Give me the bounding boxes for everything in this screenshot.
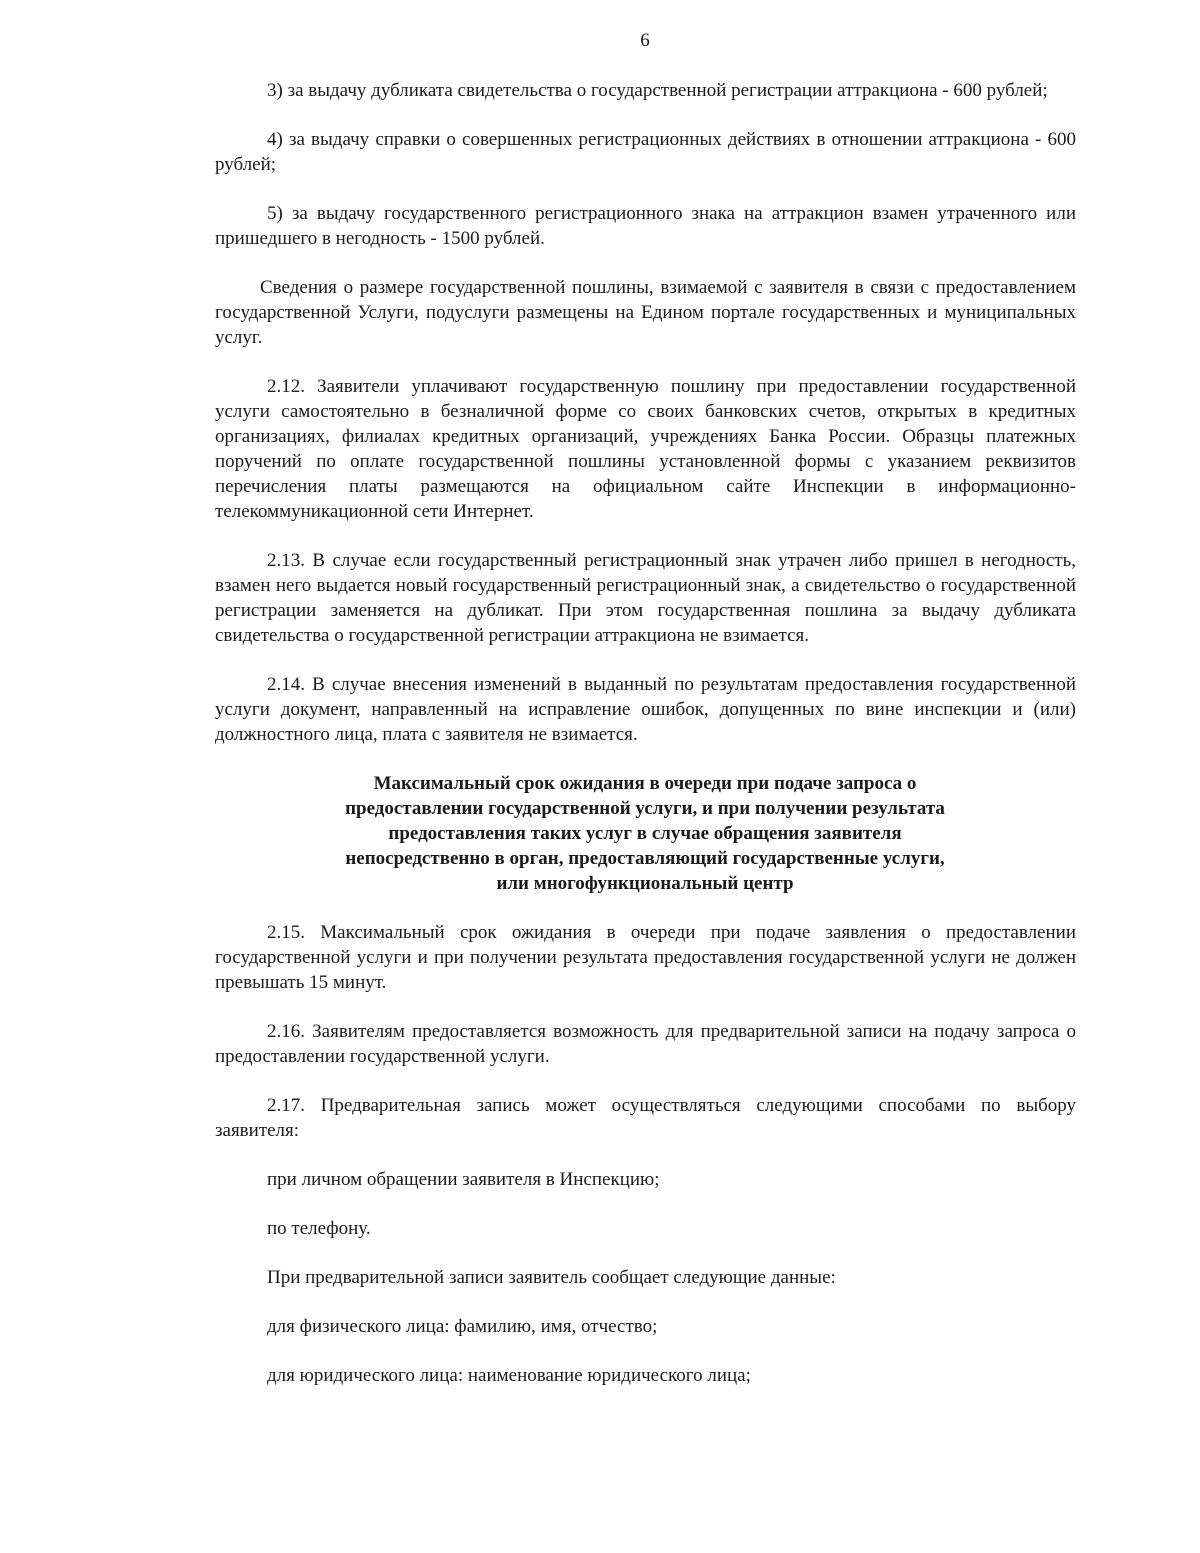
paragraph-2-15: 2.15. Максимальный срок ожидания в очереди при подаче заявления о предоставлении государственной услуги и при получении результата предоставления государственной услуги не должен превышать 15 минут. [215,922,1076,993]
list-item-data-intro: При предварительной записи заявитель сообщает следующие данные: [267,1267,836,1288]
paragraph-2-16: 2.16. Заявителям предоставляется возможность для предварительной записи на подачу запроса о предоставлении государственной услуги. [215,1021,1076,1067]
list-item-individual: для физического лица: фамилию, имя, отчество; [267,1316,658,1337]
paragraph-2-12: 2.12. Заявители уплачивают государственную пошлину при предоставлении государственной услуги самостоятельно в безналичной форме со своих банковских счетов, открытых в кредитных организациях, филиалах кредитных организаций, учреждениях Банка России. Образцы платежных поручений по оплате государственной пошлины установленной формы с указанием реквизитов перечисления платы размещаются на официальном сайте Инспекции в информационно-телекоммуникационной сети Интернет. [215,376,1076,522]
list-item-legal-entity: для юридического лица: наименование юридического лица; [267,1365,751,1386]
page-number: 6 [640,30,650,51]
paragraph-fee-certificate: 4) за выдачу справки о совершенных регистрационных действиях в отношении аттракциона - 600 рублей; [215,129,1076,175]
paragraph-2-17: 2.17. Предварительная запись может осуществляться следующими способами по выбору заявителя: [215,1095,1076,1141]
paragraph-fee-plate: 5) за выдачу государственного регистрационного знака на аттракцион взамен утраченного или пришедшего в негодность - 1500 рублей. [215,203,1076,249]
section-heading: Максимальный срок ожидания в очереди при подаче запроса о предоставлении государственной услуги, и при получении результата предоставления таких услуг в случае обращения заявителя непосредственно в орган, предоставляющий государственные услуги, или многофункциональный центр [345,773,945,894]
paragraph-2-14: 2.14. В случае внесения изменений в выданный по результатам предоставления государственной услуги документ, направленный на исправление ошибок, допущенных по вине инспекции и (или) должностного лица, плата с заявителя не взимается. [215,674,1076,745]
list-item-phone: по телефону. [267,1218,371,1239]
list-item-in-person: при личном обращении заявителя в Инспекцию; [267,1169,660,1190]
paragraph-fee-info: Сведения о размере государственной пошлины, взимаемой с заявителя в связи с предоставлением государственной Услуги, подуслуги размещены на Едином портале государственных и муниципальных услуг. [215,277,1076,348]
paragraph-fee-duplicate: 3) за выдачу дубликата свидетельства о государственной регистрации аттракциона - 600 рублей; [267,80,1048,101]
paragraph-2-13: 2.13. В случае если государственный регистрационный знак утрачен либо пришел в негодность, взамен него выдается новый государственный регистрационный знак, а свидетельство о государственной регистрации заменяется на дубликат. При этом государственная пошлина за выдачу дубликата свидетельства о государственной регистрации аттракциона не взимается. [215,550,1076,646]
document-body [215,78,1076,1412]
